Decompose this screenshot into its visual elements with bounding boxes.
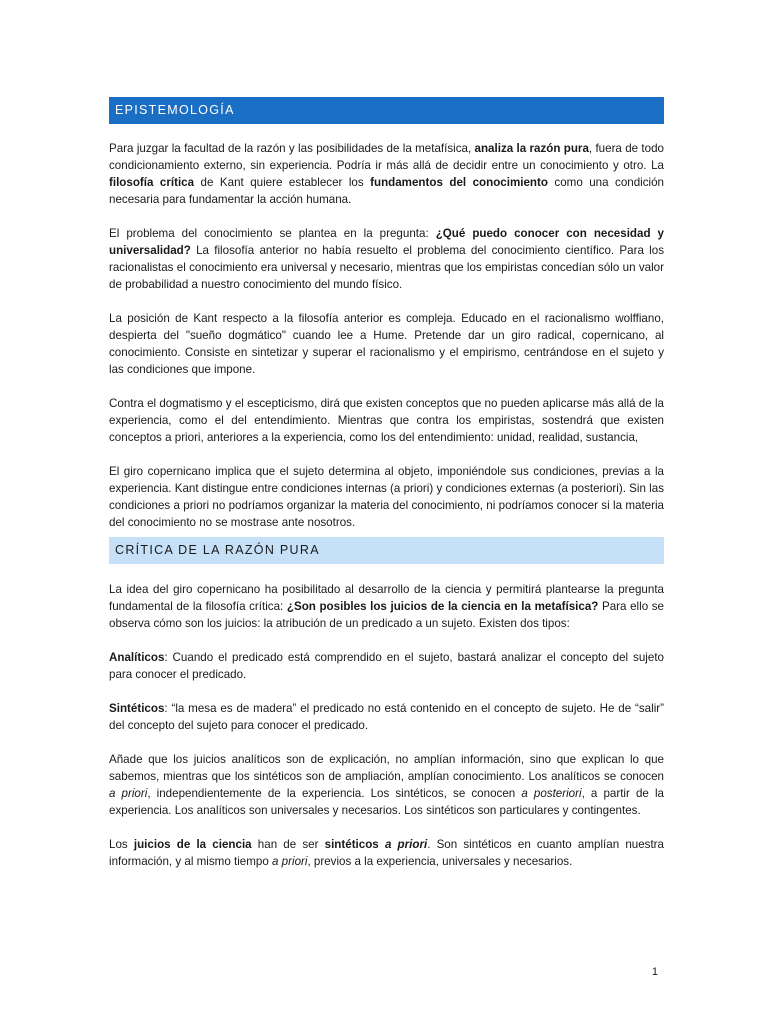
- paragraph: [109, 581, 664, 632]
- text-run: , previos a la experiencia, universales y necesarios.: [307, 855, 573, 868]
- text-run: como una condición necesaria para fundamentar la acción humana.: [109, 176, 665, 206]
- text-run: La idea del giro copernicano ha posibilitado al desarrollo de la ciencia y permitirá plantearse la pregunta fundamental de la filosofía crítica:: [109, 583, 664, 613]
- paragraph: [109, 140, 664, 208]
- emphasized-text: a priori: [384, 838, 428, 851]
- italic-text: a priori: [109, 787, 148, 800]
- paragraph: [109, 649, 664, 683]
- text-run: han de ser: [251, 838, 325, 851]
- document-page: [109, 97, 664, 870]
- italic-text: a posteriori: [521, 787, 582, 800]
- text-run: , fuera de todo condicionamiento externo, sin experiencia. Podría ir más allá de decidir entre un conocimiento y otro. La: [109, 142, 665, 172]
- emphasized-text: sintéticos: [324, 838, 385, 851]
- text-run: El giro copernicano implica que el sujeto determina al objeto, imponiéndole sus condiciones, previas a la experiencia. Kant distingue entre condiciones internas (a priori) y condiciones externas (a posteriori). Sin las condiciones a priori no podríamos organizar la materia del conocimiento, ni podríamos conocer si la materia del conocimiento no se mostrase ante nosotros.: [109, 465, 664, 529]
- paragraph: [109, 700, 664, 734]
- text-run: Contra el dogmatismo y el escepticismo, dirá que existen conceptos que no pueden aplicarse más allá de la experiencia, como el del entendimiento. Mientras que contra los empiristas, sostendrá que existen conceptos a priori, anteriores a la experiencia, como los del entendimiento: unidad, realidad, sustancia,: [109, 397, 664, 444]
- paragraph: [109, 225, 664, 293]
- emphasized-text: ¿Qué puedo conocer con necesidad y universalidad?: [109, 227, 664, 257]
- text-run: La posición de Kant respecto a la filosofía anterior es compleja. Educado en el racionalismo wolffiano, despierta del "sueño dogmático" cuando lee a Hume. Pretende dar un giro radical, copernicano, al conocimiento. Consiste en sintetizar y superar el racionalismo y el empirismo, centrándose en el sujeto y las condiciones que impone.: [109, 312, 664, 376]
- paragraph: [109, 751, 664, 819]
- text-run: Añade que los juicios analíticos son de explicación, no amplían información, sino que explican lo que sabemos, mientras que los sintéticos son de ampliación, amplían conocimiento. Los analíticos se conocen: [109, 753, 664, 783]
- text-run: Para juzgar la facultad de la razón y las posibilidades de la metafísica,: [109, 142, 475, 155]
- emphasized-text: analiza la razón pura: [474, 142, 589, 155]
- text-run: Los: [109, 838, 134, 851]
- text-run: . Son sintéticos en cuanto amplían nuestra información, y al mismo tiempo: [109, 838, 664, 868]
- emphasized-text: juicios de la ciencia: [133, 838, 252, 851]
- paragraph: [109, 395, 664, 446]
- emphasized-text: ¿Son posibles los juicios de la ciencia en la metafísica?: [286, 600, 599, 613]
- emphasized-text: Sintéticos: [109, 702, 165, 715]
- section-heading-epistemologia: EPISTEMOLOGÍA: [109, 97, 664, 124]
- text-run: Para ello se observa cómo son los juicios: la atribución de un predicado a un sujeto. Existen dos tipos:: [109, 600, 665, 630]
- text-run: , independientemente de la experiencia. Los sintéticos, se conocen: [147, 787, 522, 800]
- emphasized-text: Analíticos: [109, 651, 165, 664]
- text-run: de Kant quiere establecer los: [194, 176, 371, 189]
- paragraph: [109, 836, 664, 870]
- text-run: : Cuando el predicado está comprendido en el sujeto, bastará analizar el concepto del sujeto para conocer el predicado.: [109, 651, 664, 681]
- page-number: 1: [651, 966, 658, 978]
- italic-text: a priori: [272, 855, 308, 868]
- paragraph: [109, 310, 664, 378]
- section-heading-critica: CRÍTICA DE LA RAZÓN PURA: [109, 537, 664, 564]
- text-run: : “la mesa es de madera” el predicado no está contenido en el concepto de sujeto. He de “salir” del concepto del sujeto para conocer el predicado.: [109, 702, 664, 732]
- text-run: La filosofía anterior no había resuelto el problema del conocimiento científico. Para los racionalistas el conocimiento era universal y necesario, mientras que los empiristas concedían sólo un valor de probabilidad a nuestro conocimiento del mundo físico.: [109, 244, 664, 291]
- emphasized-text: fundamentos del conocimiento: [370, 176, 548, 189]
- text-run: El problema del conocimiento se plantea en la pregunta:: [109, 227, 436, 240]
- emphasized-text: filosofía crítica: [109, 176, 195, 189]
- paragraph: [109, 463, 664, 531]
- text-run: , a partir de la experiencia. Los analíticos son universales y necesarios. Los sintéticos son particulares y contingentes.: [109, 787, 664, 817]
